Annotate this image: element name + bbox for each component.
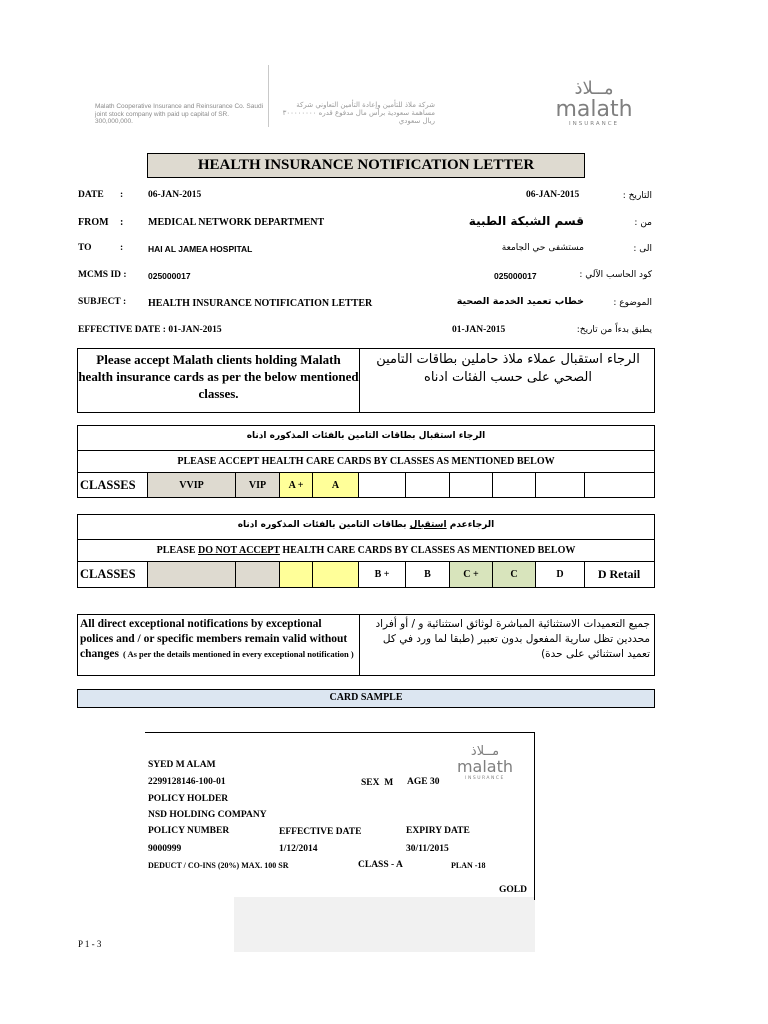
reject-heading-english: PLEASE DO NOT ACCEPT HEALTH CARE CARDS BY CLASSES AS MENTIONED BELOW <box>156 545 576 556</box>
company-name-english: Malath Cooperative Insurance and Reinsurance Co. Saudi joint stock company with paid up capital of SR. 300,000,000. <box>95 103 264 125</box>
accept-class-cell: VIP <box>235 473 279 497</box>
accept-heading-english: PLEASE ACCEPT HEALTH CARE CARDS BY CLASSES AS MENTIONED BELOW <box>177 456 555 467</box>
accept-class-cell <box>584 473 653 497</box>
reject-class-cell <box>312 562 358 587</box>
card-expiry-date-value: 30/11/2015 <box>406 844 449 854</box>
from-value: MEDICAL NETWORK DEPARTMENT <box>148 217 325 228</box>
card-plan: PLAN -18 <box>451 861 486 870</box>
reject-class-cell <box>147 562 235 587</box>
card-shadow <box>234 897 535 952</box>
reject-class-cell: D <box>535 562 584 587</box>
date-colon: : <box>120 190 124 200</box>
insurance-card-sample <box>145 732 535 900</box>
svg-text:malath: malath <box>456 757 514 776</box>
mcms-value-ar: 025000017 <box>494 271 537 281</box>
mcms-value: 025000017 <box>148 271 191 281</box>
svg-text:INSURANCE: INSURANCE <box>465 776 505 781</box>
malath-logo <box>544 78 644 128</box>
exception-note-box <box>77 614 655 676</box>
date-label: DATE <box>78 190 104 200</box>
svg-text:INSURANCE: INSURANCE <box>568 121 620 127</box>
card-member-id: 2299128146-100-01 <box>148 777 226 787</box>
reject-classes-table <box>77 514 655 588</box>
card-policy-number-value: 9000999 <box>148 844 182 854</box>
accept-heading-arabic: الرجاء استقبال بطاقات التامين بالفئات المذكوره ادناه <box>246 431 486 441</box>
card-deductible: DEDUCT / CO-INS (20%) MAX. 100 SR <box>148 861 289 870</box>
accept-classes-table <box>77 425 655 498</box>
exception-note-english: All direct exceptional notifications by exceptional polices and / or specific members remain valid without changes ( As per the details mentioned in every exceptional notification ) <box>80 618 354 660</box>
card-expiry-date-label: EXPIRY DATE <box>406 826 470 836</box>
effective-date-label-ar: يطبق بدءاً من تاريخ: <box>576 325 652 335</box>
reject-class-cell: B + <box>358 562 405 587</box>
to-value: HAI AL JAMEA HOSPITAL <box>148 244 253 254</box>
accept-note-box <box>77 348 655 413</box>
header-divider <box>268 65 269 127</box>
card-effective-date-value: 1/12/2014 <box>279 844 318 854</box>
subject-value: HEALTH INSURANCE NOTIFICATION LETTER <box>148 298 373 309</box>
card-policy-holder-label: POLICY HOLDER <box>148 794 229 804</box>
to-label: TO <box>78 243 92 253</box>
from-colon: : <box>120 217 124 228</box>
accept-class-cell: A + <box>279 473 312 497</box>
accept-class-cell <box>449 473 492 497</box>
date-value: 06-JAN-2015 <box>148 190 202 200</box>
card-age: AGE 30 <box>407 777 440 787</box>
svg-text:malath: malath <box>555 97 633 122</box>
accept-classes-row <box>78 473 654 497</box>
reject-class-cell <box>279 562 312 587</box>
card-policy-number-label: POLICY NUMBER <box>148 826 230 836</box>
reject-classes-row <box>78 562 654 587</box>
card-member-name: SYED M ALAM <box>148 760 216 770</box>
exception-note-arabic: جميع التعميدات الاستثنائية المباشرة لوثائق استثنائية و / أو أفراد محددين تظل سارية المفعول بدون تعبير (طبقا لما ورد في كل تعميد استثنائي على حدة) <box>375 618 650 660</box>
date-value-ar: 06-JAN-2015 <box>526 190 580 200</box>
svg-text:مــلاذ: مــلاذ <box>574 78 614 99</box>
to-colon: : <box>120 243 124 253</box>
subject-value-ar: خطاب تعميد الخدمة الصحية <box>456 296 584 307</box>
accept-class-cell: VVIP <box>147 473 235 497</box>
to-value-ar: مستشفى حي الجامعة <box>501 243 584 253</box>
from-value-ar: قسم الشبكة الطبية <box>468 214 584 228</box>
svg-text:مــلاذ: مــلاذ <box>470 744 500 759</box>
subject-label-ar: الموضوع : <box>613 298 652 308</box>
effective-date-value-ar: 01-JAN-2015 <box>452 325 506 335</box>
card-effective-date-label: EFFECTIVE DATE <box>279 827 362 837</box>
card-policy-holder-value: NSD HOLDING COMPANY <box>148 810 267 820</box>
accept-class-cell <box>492 473 535 497</box>
accept-class-cell <box>535 473 584 497</box>
reject-heading-arabic: الرجاءعدم استقبال بطاقات التامين بالفئات المذكوره ادناه <box>237 520 495 530</box>
accept-classes-label: CLASSES <box>80 477 136 492</box>
accept-note-arabic: الرجاء استقبال عملاء ملاذ حاملين بطاقات التامين الصحي على حسب الفئات ادناه <box>376 352 640 385</box>
from-label: FROM <box>78 217 109 228</box>
to-label-ar: الى : <box>633 244 652 254</box>
from-label-ar: من : <box>634 218 652 228</box>
letter-title: HEALTH INSURANCE NOTIFICATION LETTER <box>147 153 585 178</box>
effective-date-label: EFFECTIVE DATE : 01-JAN-2015 <box>78 325 222 335</box>
date-label-ar: التاريخ : <box>622 191 652 201</box>
reject-class-cell: C <box>492 562 535 587</box>
card-malath-logo <box>447 741 523 781</box>
reject-class-cell: B <box>405 562 449 587</box>
card-tier: GOLD <box>499 885 527 895</box>
accept-class-cell: A <box>312 473 358 497</box>
company-name-arabic: شركة ملاذ للتأمين وإعادة التأمين التعاوني شركة مساهمة سعودية برأس مال مدفوع قدره ٣٠٠٠٠٠٠٠٠ ريال سعودي <box>282 101 435 125</box>
subject-label: SUBJECT : <box>78 297 127 307</box>
reject-class-cell: D Retail <box>584 562 653 587</box>
card-sex: SEX M <box>361 778 394 788</box>
page-number: P 1 - 3 <box>78 939 102 949</box>
mcms-label-ar: كود الحاسب الآلي : <box>579 270 652 280</box>
reject-class-cell <box>235 562 279 587</box>
mcms-label: MCMS ID : <box>78 270 127 280</box>
card-class: CLASS - A <box>358 860 403 870</box>
accept-note-english: Please accept Malath clients holding Malath health insurance cards as per the below mentioned classes. <box>78 352 359 401</box>
accept-class-cell <box>358 473 405 497</box>
accept-class-cell <box>405 473 449 497</box>
card-sample-label: CARD SAMPLE <box>77 689 655 708</box>
reject-classes-label: CLASSES <box>80 567 136 581</box>
reject-class-cell: C + <box>449 562 492 587</box>
